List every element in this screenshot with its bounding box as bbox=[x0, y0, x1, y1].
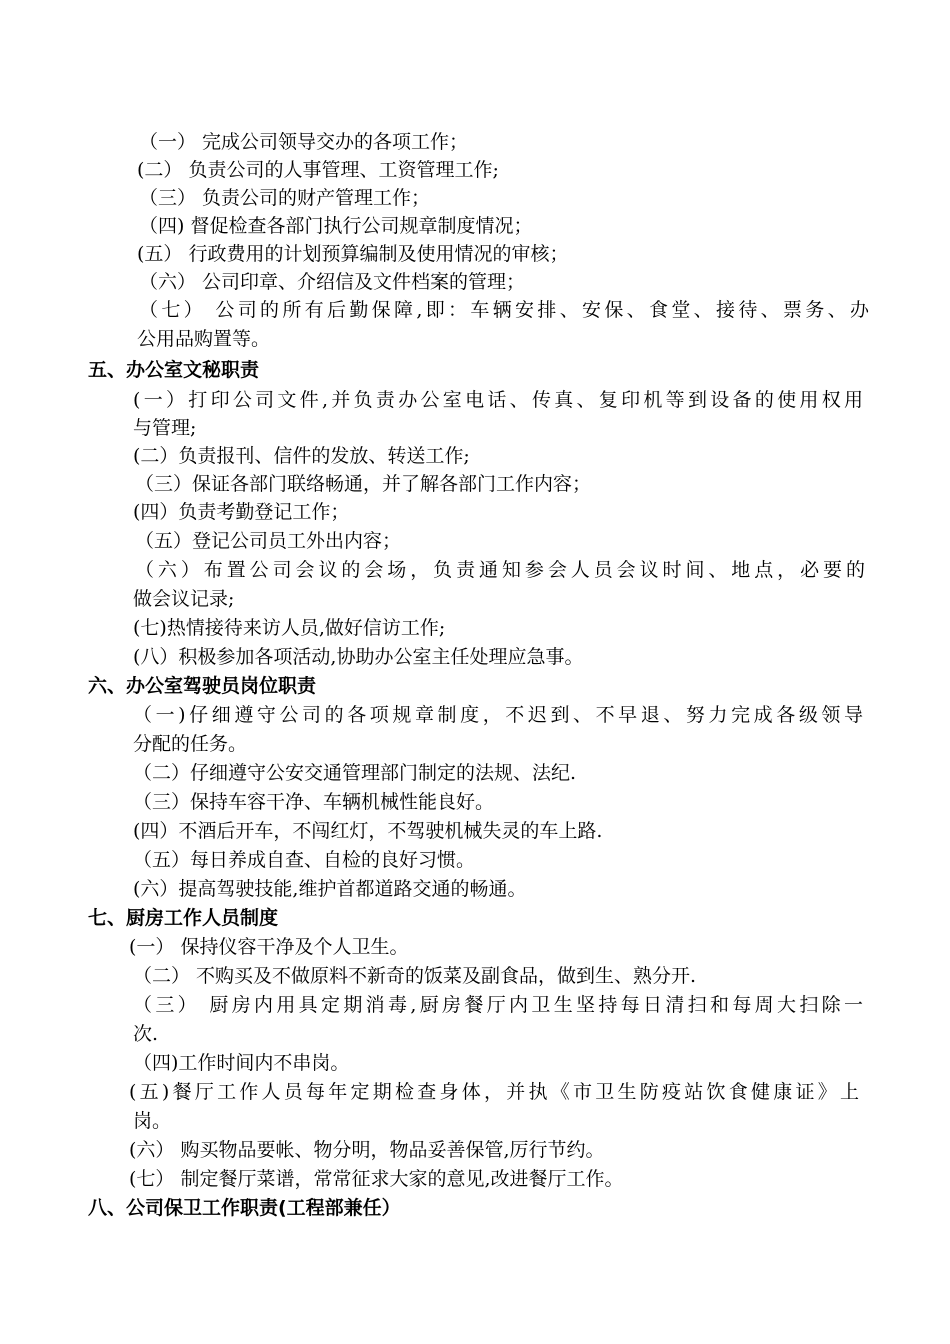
list-item: 做会议记录; bbox=[133, 588, 235, 610]
list-item: 次. bbox=[133, 1023, 159, 1045]
list-item: (六）提高驾驶技能,维护首都道路交通的畅通。 bbox=[133, 878, 527, 900]
list-item: (七)热情接待来访人员,做好信访工作; bbox=[133, 617, 446, 639]
list-item: (二） 负责公司的人事管理、工资管理工作; bbox=[137, 159, 499, 181]
list-item: （一） 完成公司领导交办的各项工作； bbox=[139, 131, 469, 153]
section-heading: 五、办公室文秘职责 bbox=[88, 359, 260, 381]
list-item: (四）负责考勤登记工作； bbox=[133, 501, 350, 523]
section-heading: 七、厨房工作人员制度 bbox=[88, 907, 279, 929]
list-item: （五）登记公司员工外出内容； bbox=[135, 530, 402, 552]
list-item: (五） 行政费用的计划预算编制及使用情况的审核； bbox=[137, 243, 569, 265]
list-item: （二） 不购买及不做原料不新奇的饭菜及副食品，做到生、熟分开. bbox=[133, 965, 697, 987]
list-item: （五）每日养成自查、自检的良好习惯。 bbox=[133, 849, 476, 871]
list-item: 分配的任务。 bbox=[133, 733, 248, 755]
list-item: (七） 制定餐厅菜谱，常常征求大家的意见,改进餐厅工作。 bbox=[129, 1168, 624, 1190]
list-item: 与管理; bbox=[133, 417, 197, 439]
list-item: （四) 督促检查各部门执行公司规章制度情况； bbox=[139, 215, 533, 237]
list-item: (一）打印公司文件,并负责办公室电话、传真、复印机等到设备的使用权用 bbox=[133, 389, 863, 411]
section-heading: 六、办公室驾驶员岗位职责 bbox=[88, 675, 317, 697]
list-item: (六） 购买物品要帐、物分明，物品妥善保管,厉行节约。 bbox=[129, 1139, 605, 1161]
list-item: （三）保持车容干净、车辆机械性能良好。 bbox=[133, 791, 495, 813]
section-heading: 八、公司保卫工作职责(工程部兼任） bbox=[88, 1197, 401, 1219]
list-item: (四）不酒后开车，不闯红灯，不驾驶机械失灵的车上路. bbox=[133, 820, 603, 842]
list-item: （三）保证各部门联络畅通，并了解各部门工作内容； bbox=[135, 473, 592, 495]
list-item: （三） 负责公司的财产管理工作； bbox=[139, 187, 431, 209]
list-item: （一)仔细遵守公司的各项规章制度，不迟到、不早退、努力完成各级领导 bbox=[133, 704, 863, 726]
list-item: 公用品购置等。 bbox=[137, 328, 271, 350]
list-item: （七） 公司的所有后勤保障,即：车辆安排、安保、食堂、接待、票务、办 bbox=[139, 299, 869, 321]
list-item: 岗。 bbox=[133, 1110, 172, 1132]
list-item: （四)工作时间内不串岗。 bbox=[133, 1052, 350, 1074]
list-item: （六） 公司印章、介绍信及文件档案的管理； bbox=[139, 271, 526, 293]
list-item: (二）负责报刊、信件的发放、转送工作; bbox=[133, 445, 470, 467]
list-item: （六）布置公司会议的会场，负责通知参会人员会议时间、地点，必要的 bbox=[135, 559, 865, 581]
list-item: （二）仔细遵守公安交通管理部门制定的法规、法纪. bbox=[133, 762, 577, 784]
list-item: (八）积极参加各项活动,协助办公室主任处理应急事。 bbox=[133, 646, 584, 668]
list-item: （三） 厨房内用具定期消毒,厨房餐厅内卫生坚持每日清扫和每周大扫除一 bbox=[133, 994, 863, 1016]
list-item: (五)餐厅工作人员每年定期检查身体，并执《市卫生防疫站饮食健康证》上 bbox=[129, 1081, 859, 1103]
list-item: (一） 保持仪容干净及个人卫生。 bbox=[129, 936, 409, 958]
